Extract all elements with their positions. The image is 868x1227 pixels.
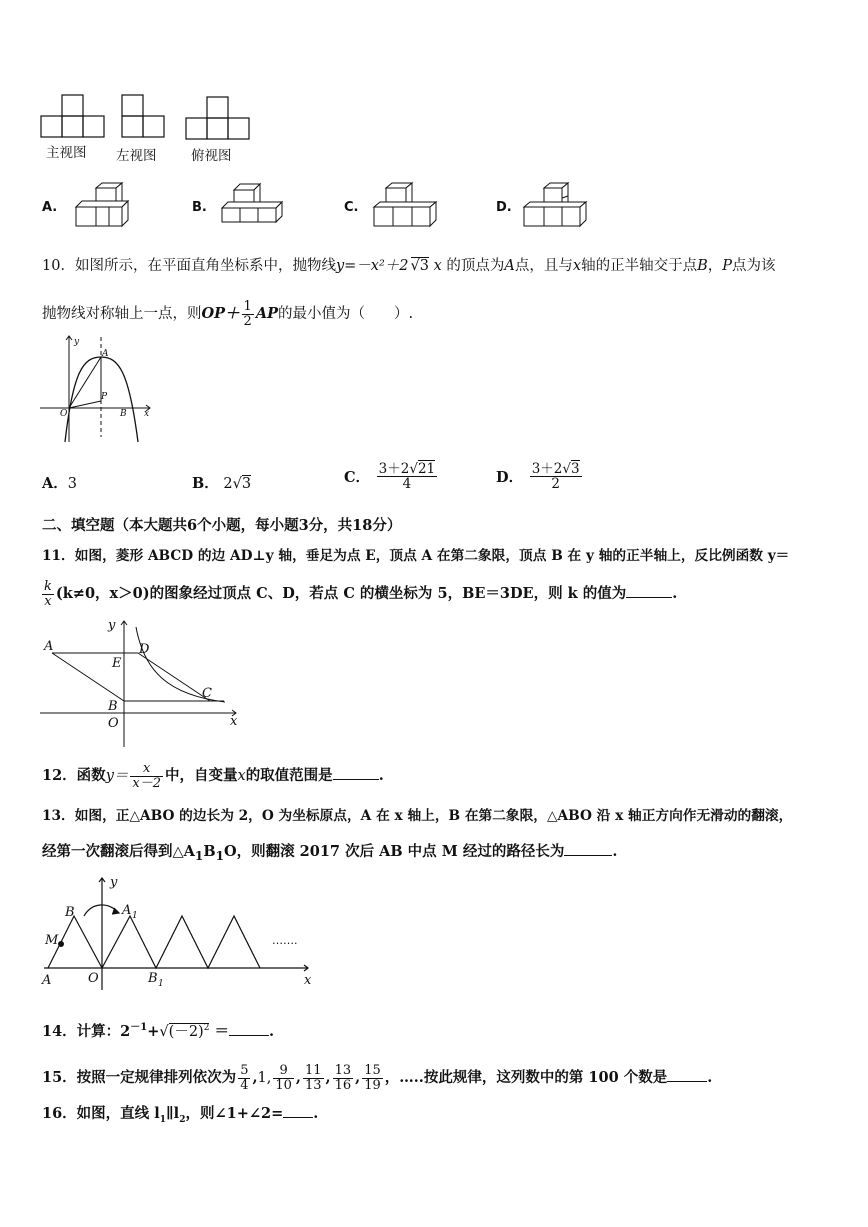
graph-label-p: P <box>101 392 108 402</box>
graph-label-e: E <box>112 656 122 671</box>
graph-label-o: O <box>60 409 68 419</box>
top-view-label: 俯视图 <box>191 148 232 164</box>
q10-option-b: B． 2√3 <box>192 475 252 492</box>
graph-label-y: y <box>74 337 80 347</box>
graph-label-b: B <box>120 409 127 419</box>
q11-line-2: $\frac{k}{x}$ (k≠0，x＞0)的图象经过顶点 C、D，若点 C 的横坐标为 5，BE＝3DE，则 k 的值为 . <box>44 579 678 609</box>
q13-line-1: 13．如图，正△ABO 的边长为 2，O 为坐标原点，A 在 x 轴上，B 在第二象限，△ABO 沿 x 轴正方向作无滑动的翻滚， <box>42 808 793 824</box>
graph-label-b: B <box>65 905 75 920</box>
graph-label-b1-sub: 1 <box>158 979 164 989</box>
graph-label-a: A <box>44 639 54 654</box>
graph-label-a: A <box>102 349 109 359</box>
q9-option-b-figure <box>218 186 286 231</box>
graph-label-y: y <box>108 618 116 633</box>
left-view-figure <box>121 94 167 139</box>
graph-continuation-dots: ……. <box>272 934 298 947</box>
q14-line: 14．计算：$2^{-1}+√(-2)^2$ ＝ . <box>42 1022 275 1040</box>
q9-option-d-label: D. <box>496 200 512 215</box>
q9-option-c-label: C. <box>344 200 359 215</box>
graph-label-x: x <box>144 409 150 419</box>
q10-parabola-graph <box>38 332 158 447</box>
q9-option-d-figure <box>520 186 590 231</box>
graph-label-a1-sub: 1 <box>132 911 138 921</box>
q13-line-2: 经第一次翻滚后得到$\triangle A_1B_1O$，则翻滚 2017 次后 AB 中点 M 经过的路径长为 . <box>42 843 618 863</box>
section-2-heading: 二、填空题（本大题共6个小题，每小题3分，共18分） <box>42 517 402 534</box>
fraction-half: $\frac{1}{2}$ <box>243 299 252 329</box>
graph-label-o: O <box>88 971 99 986</box>
q9-option-c-figure <box>370 186 440 231</box>
q10-line-1: 10．如图所示，在平面直角坐标系中，抛物线y=－x²＋2 √3 x 的顶点为A点，且与x轴的正半轴交于点B，P点为该 <box>42 258 776 274</box>
graph-label-b1: B <box>148 971 158 986</box>
sqrt-3: √3 <box>410 258 429 274</box>
q9-option-b-label: B. <box>192 200 207 215</box>
q11-rhombus-graph <box>40 615 250 750</box>
graph-label-c: C <box>202 686 212 701</box>
q9-option-a-figure <box>68 186 138 231</box>
graph-label-y: y <box>110 875 118 890</box>
graph-label-o: O <box>108 716 119 731</box>
front-view-label: 主视图 <box>46 145 87 161</box>
left-view-label: 左视图 <box>116 148 157 164</box>
q10-line-2: 抛物线对称轴上一点，则OP＋ $\frac{1}{2}$ AP的最小值为（ ）. <box>42 299 414 329</box>
q10-option-c: C． $\frac{3+2√21}{4}$ <box>344 461 436 493</box>
q9-option-a-label: A. <box>42 200 58 215</box>
front-view-figure <box>40 94 110 139</box>
graph-label-a: A <box>42 973 52 988</box>
q10-option-d: D． $\frac{3+2√3}{2}$ <box>496 461 580 493</box>
graph-label-a1: A <box>122 903 132 918</box>
q15-line: 15．按照一定规律排列依次为 $\frac{5}{4}$ ,1, $\frac{9}{10}$ , $\frac{11}{13}$ , $\frac{13}{16}$ , $\frac{15}{19}$ ，…..按此规律，这列数中的第 100 个数是 . <box>42 1063 713 1093</box>
graph-label-x: x <box>304 973 312 988</box>
q10-option-a: A．3 <box>42 475 77 492</box>
q11-line-1: 11．如图，菱形 ABCD 的边 AD⊥y 轴，垂足为点 E，顶点 A 在第二象限，顶点 B 在 y 轴的正半轴上，反比例函数 y＝ <box>42 548 790 564</box>
graph-label-x: x <box>230 714 238 729</box>
q12-line: 12．函数y＝ $\frac{x}{x-2}$ 中，自变量x的取值范围是 . <box>42 761 384 791</box>
q16-line: 16．如图，直线 $l_1\parallel l_2$，则∠1+∠2= . <box>42 1105 319 1125</box>
graph-label-m: M <box>45 933 59 948</box>
q13-rolling-triangle-graph <box>40 872 320 992</box>
radical: $(-2)^2$ <box>168 1023 210 1040</box>
graph-label-d: D <box>139 642 150 657</box>
graph-label-b: B <box>108 699 118 714</box>
top-view-figure <box>185 96 253 141</box>
